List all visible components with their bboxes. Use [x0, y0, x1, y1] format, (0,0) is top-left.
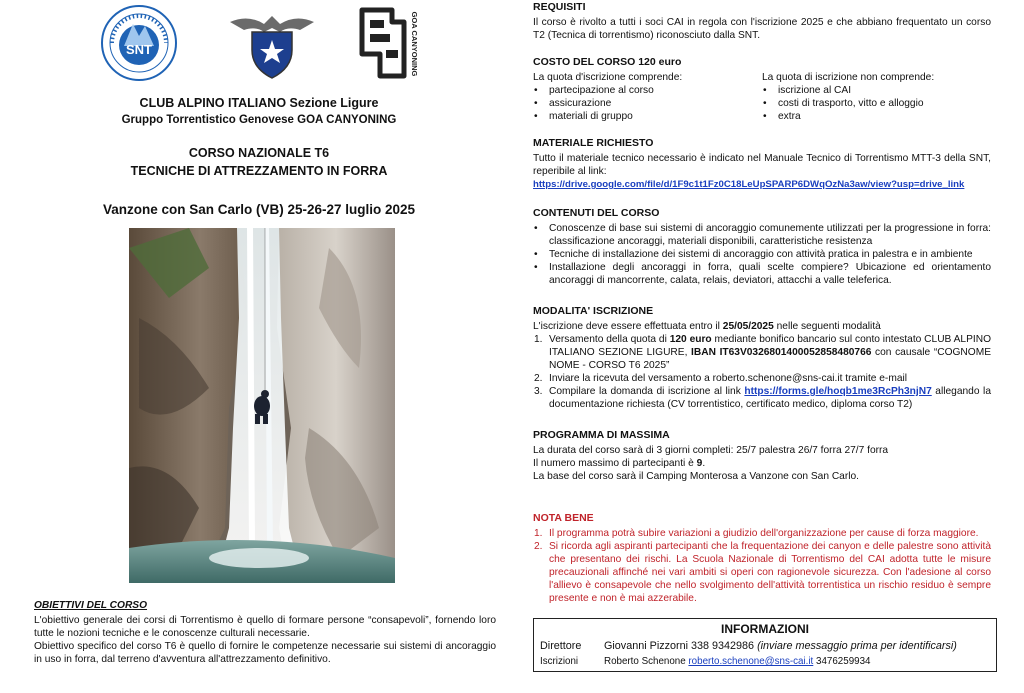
snt-logo-text: SNT: [126, 42, 152, 57]
step-text: allegando la documentazione richiesta (CV torrentistico, certificato medico, diploma corso T2): [549, 386, 991, 410]
nota-text: Il programma potrà subire variazioni a giudizio dell'organizzazione per cause di forza maggiore.: [549, 528, 979, 539]
step-number: 3.: [534, 386, 543, 397]
materiale-text: Tutto il materiale tecnico necessario è indicato nel Manuale Tecnico di Torrentismo MTT-3 della SNT, reperibile al link:: [533, 153, 991, 177]
materiale-title: MATERIALE RICHIESTO: [533, 137, 654, 149]
nota-bene-title: NOTA BENE: [533, 512, 594, 524]
step-text: mediante bonifico bancario sul conto intestato CLUB ALPINO ITALIANO SEZIONE LIGURE,: [549, 334, 992, 358]
step-text: Versamento della quota di: [549, 334, 670, 345]
nota-item-1: [533, 527, 991, 540]
logo-row: [100, 4, 430, 82]
step-text: Inviare la ricevuta del versamento a roberto.schenone@sns-cai.it tramite e-mail: [549, 373, 908, 384]
requisiti-title: REQUISITI: [533, 1, 586, 13]
max-participants: 9: [696, 458, 703, 469]
step-text: Compilare la domanda di iscrizione al link: [549, 386, 745, 397]
costo-exclude-column: [762, 71, 991, 123]
programma-text-end: .: [702, 458, 706, 469]
costo-title: COSTO DEL CORSO 120 euro: [533, 56, 682, 68]
step-number: 2.: [534, 373, 543, 384]
costo-exclude-item: • costi di trasporto, vitto e alloggio: [762, 97, 991, 110]
modalita-intro-text: L'iscrizione deve essere effettuata entro il: [533, 321, 723, 332]
contenuti-item: • Installazione degli ancoraggi in forra, quali scelte compiere? Ubicazione ed orientamento ancoraggi di mancorrente, calata, relais, deviatori, attacchi a valle teleferica.: [533, 261, 991, 287]
place-and-date: Vanzone con San Carlo (VB) 25-26-27 luglio 2025: [102, 202, 416, 217]
costo-include-item: • assicurazione: [533, 97, 762, 110]
iscrizioni-phone: 3476259934: [813, 656, 871, 667]
course-title: CORSO NAZIONALE T6: [188, 146, 330, 160]
goa-logo-text: GOA CANYONING: [410, 11, 419, 77]
direttore-label: Direttore: [540, 640, 582, 652]
iscrizione-form-link[interactable]: https://forms.gle/hoqb1me3RcPh3njN7: [744, 386, 932, 397]
requisiti-section: [533, 1, 991, 42]
programma-title: PROGRAMMA DI MASSIMA: [533, 429, 670, 441]
step-text: con causale “COGNOME NOME - CORSO T6 2025”: [549, 347, 991, 371]
cai-logo-icon: [228, 8, 316, 80]
costo-exclude-item: • extra: [762, 110, 991, 123]
costo-section: [533, 56, 991, 123]
costo-include-column: [533, 71, 762, 123]
modalita-step-3: [533, 385, 991, 411]
programma-line: La durata del corso sarà di 3 giorni completi: 25/7 palestra 26/7 forra 27/7 forra: [533, 445, 889, 456]
programma-line: [533, 457, 991, 470]
iban: IBAN IT63V0326801400052858480766: [691, 347, 872, 358]
direttore-note: (inviare messaggio prima per identificarsi): [757, 640, 957, 652]
modalita-intro: [533, 320, 991, 333]
obiettivi-section: [34, 599, 496, 666]
informazioni-title: INFORMAZIONI: [721, 622, 809, 636]
costo-exclude-item: • iscrizione al CAI: [762, 84, 991, 97]
contenuti-section: [533, 207, 991, 287]
contenuti-title: CONTENUTI DEL CORSO: [533, 207, 660, 219]
modalita-step-2: [533, 372, 991, 385]
requisiti-text: Il corso è rivolto a tutti i soci CAI in regola con l'iscrizione 2025 e che abbiano frequentato un corso T2 (Tecnica di torrentismo) riconosciuto dalla SNT.: [533, 17, 991, 41]
informazioni-box: [533, 618, 997, 672]
snt-logo-icon: [100, 4, 178, 82]
contenuti-item: • Conoscenze di base sui sistemi di ancoraggio comunemente utilizzati per la progressione in forra: classificazione ancoraggi, materiali disponibili, caratteristiche resistenza: [533, 222, 991, 248]
club-name: CLUB ALPINO ITALIANO Sezione Ligure: [139, 96, 379, 110]
obiettivi-paragraph-1: L'obiettivo generale dei corsi di Torrentismo è quello di formare persone “consapevoli”, fornendo loro tutte le nozioni tecniche e le conoscenze culturali necessarie.: [34, 615, 496, 639]
obiettivi-title: OBIETTIVI DEL CORSO: [34, 600, 148, 611]
obiettivi-paragraph-2: Obiettivo specifico del corso T6 è quello di fornire le competenze necessarie sui sistemi di ancoraggio in uso in forra, dal terreno d'avventura all'attrezzamento definitivo.: [34, 641, 496, 665]
step-number: 1.: [534, 334, 543, 345]
costo-include-item: • partecipazione al corso: [533, 84, 762, 97]
programma-text: Il numero massimo di partecipanti è: [533, 458, 697, 469]
goa-canyoning-logo-icon: [358, 4, 418, 82]
modalita-deadline: 25/05/2025: [722, 321, 774, 332]
costo-columns: [533, 71, 991, 123]
nota-number: 2.: [534, 541, 543, 552]
nota-item-2: [533, 540, 991, 605]
modalita-title: MODALITA' ISCRIZIONE: [533, 305, 654, 317]
iscrizioni-name: Roberto Schenone: [604, 656, 689, 667]
direttore-row: [540, 640, 957, 652]
nota-text: Si ricorda agli aspiranti partecipanti che la frequentazione dei canyon e delle palestre sono attività che presentano dei rischi. La Scuola Nazionale di Torrentismo del CAI adotta tutte le misure precauzionali affinché nei vari ambiti si operi con ragionevole sicurezza. Con l'adesione al corso l'allievo è consapevole che nello svolgimento dell'attività torrentistica un rischio residuo è sempre presente e non è mai azzerabile.: [549, 541, 991, 604]
materiale-drive-link[interactable]: https://drive.google.com/file/d/1F9c1t1Fz0C18LeUpSPARP6DWqOzNa3aw/view?usp=drive_link: [533, 179, 965, 190]
iscrizioni-label: Iscrizioni: [540, 656, 579, 667]
iscrizioni-row: [540, 656, 871, 667]
step-amount: 120 euro: [669, 334, 712, 345]
contenuti-item: • Tecniche di installazione dei sistemi di ancoraggio con attività pratica in palestra e in ambiente: [533, 248, 991, 261]
modalita-intro-text-end: nelle seguenti modalità: [773, 321, 881, 332]
nota-number: 1.: [534, 528, 543, 539]
programma-line: La base del corso sarà il Camping Monterosa a Vanzone con San Carlo.: [533, 471, 859, 482]
course-subtitle: TECNICHE DI ATTREZZAMENTO IN FORRA: [130, 164, 388, 178]
direttore-value: Giovanni Pizzorni 338 9342986: [604, 640, 758, 652]
costo-include-label: La quota d'iscrizione comprende:: [533, 72, 683, 83]
canyon-waterfall-photo: [129, 228, 395, 583]
modalita-step-1: [533, 333, 991, 372]
iscrizioni-email-link[interactable]: roberto.schenone@sns-cai.it: [688, 656, 814, 667]
nota-bene-section: [533, 512, 991, 605]
modalita-section: [533, 305, 991, 411]
costo-include-item: • materiali di gruppo: [533, 110, 762, 123]
materiale-section: [533, 137, 991, 191]
costo-exclude-label: La quota di iscrizione non comprende:: [762, 72, 935, 83]
programma-section: [533, 429, 991, 483]
group-name: Gruppo Torrentistico Genovese GOA CANYONING: [121, 114, 397, 126]
